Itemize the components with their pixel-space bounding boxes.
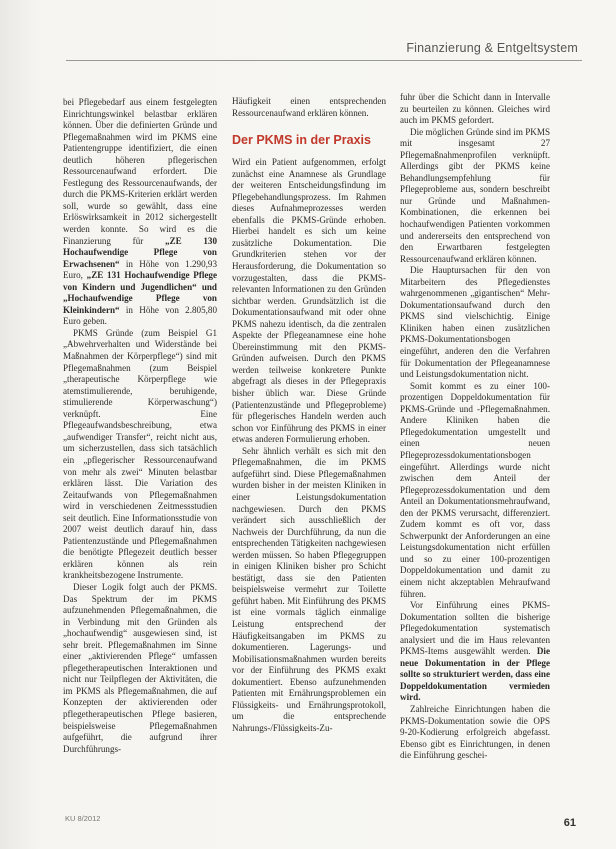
paragraph (400, 600, 550, 704)
paragraph: fuhr über die Schicht dann in Intervalle zu beurteilen zu können. Gleiches wird auch im PKMS gefordert. (400, 92, 550, 126)
column-1 (63, 97, 217, 755)
column-3 (400, 92, 550, 762)
footer-issue: KU 8/2012 (65, 814, 101, 823)
paragraph: PKMS Gründe (zum Beispiel G1 „Abwehrverhalten und Widerstände bei Maßnahmen der Körperpflege“) sind mit Pflegemaßnahmen (zum Beispiel „therapeutische Körperpflege wie atemstimulierende, beruhigende, stimulierende Körperwaschung“) verknüpft. Eine Pflegeaufwandsbeschreibung, etwa „aufwendiger Transfer“, reicht nicht aus, um sicherzustellen, dass sich tatsächlich ein „pflegerischer Ressourcenaufwand von mehr als zwei“ Minuten belastbar erklären lässt. Die Variation des Zeitaufwands von Pflegemaßnahmen wird in verschiedenen Zeitmessstudien seit deutlich. Eine Informationsstudie von 2007 weist deutlich darauf hin, dass Patientenzustände und Pflegemaßnahmen die benötigte Pflegezeit deutlich besser erklären können als rein krankheitsbezogene Instrumente. (63, 327, 217, 581)
paragraph-text: in Höhe von 2.805,80 Euro geben. (63, 304, 217, 327)
bold-text: Die neue Dokumentation in der Pflege sollte so strukturiert werden, dass eine Doppeldokumentation vermieden wird. (400, 646, 550, 703)
paragraph-text: in Höhe von 1.290,93 Euro, (63, 258, 217, 281)
paragraph: Somit kommt es zu einer 100-prozentigen Doppeldokumentation für PKMS-Gründe und -Pflegemaßnahmen. Andere Kliniken haben die Pflegedokumentation umgestellt und einen neuen Pflegeprozessdokumentationsbogen eingeführt. Allerdings wurde nicht zwischen dem Anteil der Pflegeprozessdokumentation und dem Anteil an Dokumentationsmehraufwand, den der PKMS verursacht, differenziert. Zudem kommt es oft vor, dass Schwerpunkt der Anforderungen an eine Leistungsdokumentation nicht erfüllen und so zu einer 100-prozentigen Doppeldokumentation und damit zu einem nicht akzeptablen Mehraufwand führen. (400, 380, 550, 599)
bold-text: „ZE 130 Hochaufwendige Pflege von Erwachsenen“ (63, 235, 217, 269)
paragraph: Sehr ähnlich verhält es sich mit den Pflegemaßnahmen, die im PKMS aufgeführt sind. Diese Pflegemaßnahmen wurden bisher in der meisten Kliniken in einer Leistungsdokumentation nachgewiesen. Durch den PKMS verändert sich ausschließlich der Nachweis der Durchführung, da nun die entsprechenden Tätigkeiten nachgewiesen werden müssen. So haben Pflegegruppen in einigen Kliniken bisher pro Schicht bestätigt, dass sie den Patienten beispielsweise vermehrt zur Toilette geführt haben. Mit Einführung des PKMS ist eine vormals täglich einmalige Leistung entsprechend der Häufigkeitsangaben im PKMS zu dokumentieren. Lagerungs- und Mobilisationsmaßnahmen wurden bereits vor der Einführung des PKMS exakt dokumentiert. Ebenso aufzunehmenden Patienten mit Ernährungsproblemen ein Flüssigkeits- und Ernährungsprotokoll, um die entsprechende Nahrungs-/Flüssigkeits-Zu- (232, 445, 386, 733)
paragraph: Häufigkeit einen entsprechenden Ressourcenaufwand erklären können. (232, 96, 386, 118)
paragraph-text: bei Pflegebedarf aus einem festgelegten Einrichtungswinkel belastbar erklären können. Über die definierten Gründe und Pflegemaßnahmen wird im PKMS eine Patientengruppe identifiziert, die einen deutlich höheren pflegerischen Ressourcenaufwand erfordert. Die Festlegung des Ressourcenaufwands, der durch die PKMS-Kriterien erklärt werden soll, wurde so gewählt, dass eine Erlöswirksamkeit in 2012 sichergestellt werden konnte. So wird es die Finanzierung für (63, 97, 217, 246)
paragraph: Dieser Logik folgt auch der PKMS. Das Spektrum der im PKMS aufzunehmenden Pflegemaßnahmen, die in Verbindung mit den Gründen als „hochaufwendig“ ausgewiesen sind, ist sehr breit. Pflegemaßnahmen im Sinne einer „aktivierenden Pflege“ umfassen pflegetherapeutischen Interaktionen und nicht nur Teilpflegen der Aktivitäten, die im PKMS als Pflegemaßnahmen, die auf Konzepten der aktivierenden oder pflegetherapeutischen Pflege basieren, beispielsweise Pflegemaßnahmen aufgeführt, die aufgrund ihrer Durchführungs- (63, 581, 217, 754)
bold-text: „ZE 131 Hochaufwendige Pflege von Kindern und Jugendlichen“ und „Hochaufwendige Pflege von Kleinkindern“ (63, 270, 217, 315)
section-heading: Der PKMS in der Praxis (232, 133, 371, 148)
paragraph: Zahlreiche Einrichtungen haben die PKMS-Dokumentation sowie die OPS 9-20-Kodierung erfolgreich abgefasst. Ebenso gibt es Einrichtungen, in denen die Einführung geschei- (400, 703, 550, 761)
paragraph: Die Hauptursachen für den von Mitarbeitern des Pflegedienstes wahrgenommenen „gigantischen“ Mehr-Dokumentationsaufwand durch den PKMS sind vielschichtig. Einige Kliniken haben einen zusätzlichen PKMS-Dokumentationsbogen eingeführt, anderen den die Verfahren für Dokumentation der Pflegeanamnese und Leistungsdokumentation nicht. (400, 265, 550, 380)
header-divider (66, 60, 582, 61)
column-2 (232, 96, 386, 734)
page-number: 61 (563, 817, 576, 829)
paragraph-text: Vor Einführung eines PKMS-Dokumentation sollten die bisherige Pflegedokumentation systematisch analysiert und die im Haus relevanten PKMS-Items ausgewählt werden. (400, 600, 550, 657)
paragraph: Die möglichen Gründe sind im PKMS mit insgesamt 27 Pflegemaßnahmenprofilen verknüpft. Allerdings gibt der PKMS keine Behandlungsempfehlung für Pflegeprobleme aus, sondern beschreibt nur Gründe und Maßnahmen-Kombinationen, die erkennen bei hochaufwendigen Patienten vorkommen und andererseits den entsprechend von den Erwartbaren festgelegten Ressourcenaufwand erklären können. (400, 126, 550, 264)
paragraph (63, 97, 217, 328)
section-header: Finanzierung & Entgeltsystem (406, 41, 578, 55)
paragraph: Wird ein Patient aufgenommen, erfolgt zunächst eine Anamnese als Grundlage der weiteren Entscheidungsfindung im Pflegebehandlungsprozess. Im Rahmen dieses Aufnahmeprozesses werden ebenfalls die PKMS-Gründe erhoben. Hierbei handelt es sich um keine zusätzliche Dokumentation. Die Grundkriterien stehen vor der Herausforderung, die Dokumentation so vorzugestalten, dass die PKMS-relevanten Informationen zu den Gründen sichtbar werden. Grundsätzlich ist die Dokumentationsaufwand mit oder ohne PKMS nahezu identisch, da die zentralen Aspekte der Pflegeanamnese eine hohe Übereinstimmung mit den PKMS-Gründen aufweisen. Durch den PKMS werden teilweise konkretere Punkte abgefragt als dieses in der Pflegepraxis bisher üblich war. Diese Gründe (Patientenzustände und Pflegeprobleme) für pflegerisches Handeln werden auch schon vor Einführung des PKMS in einer etwas anderen Formulierung erhoben. (232, 157, 386, 445)
